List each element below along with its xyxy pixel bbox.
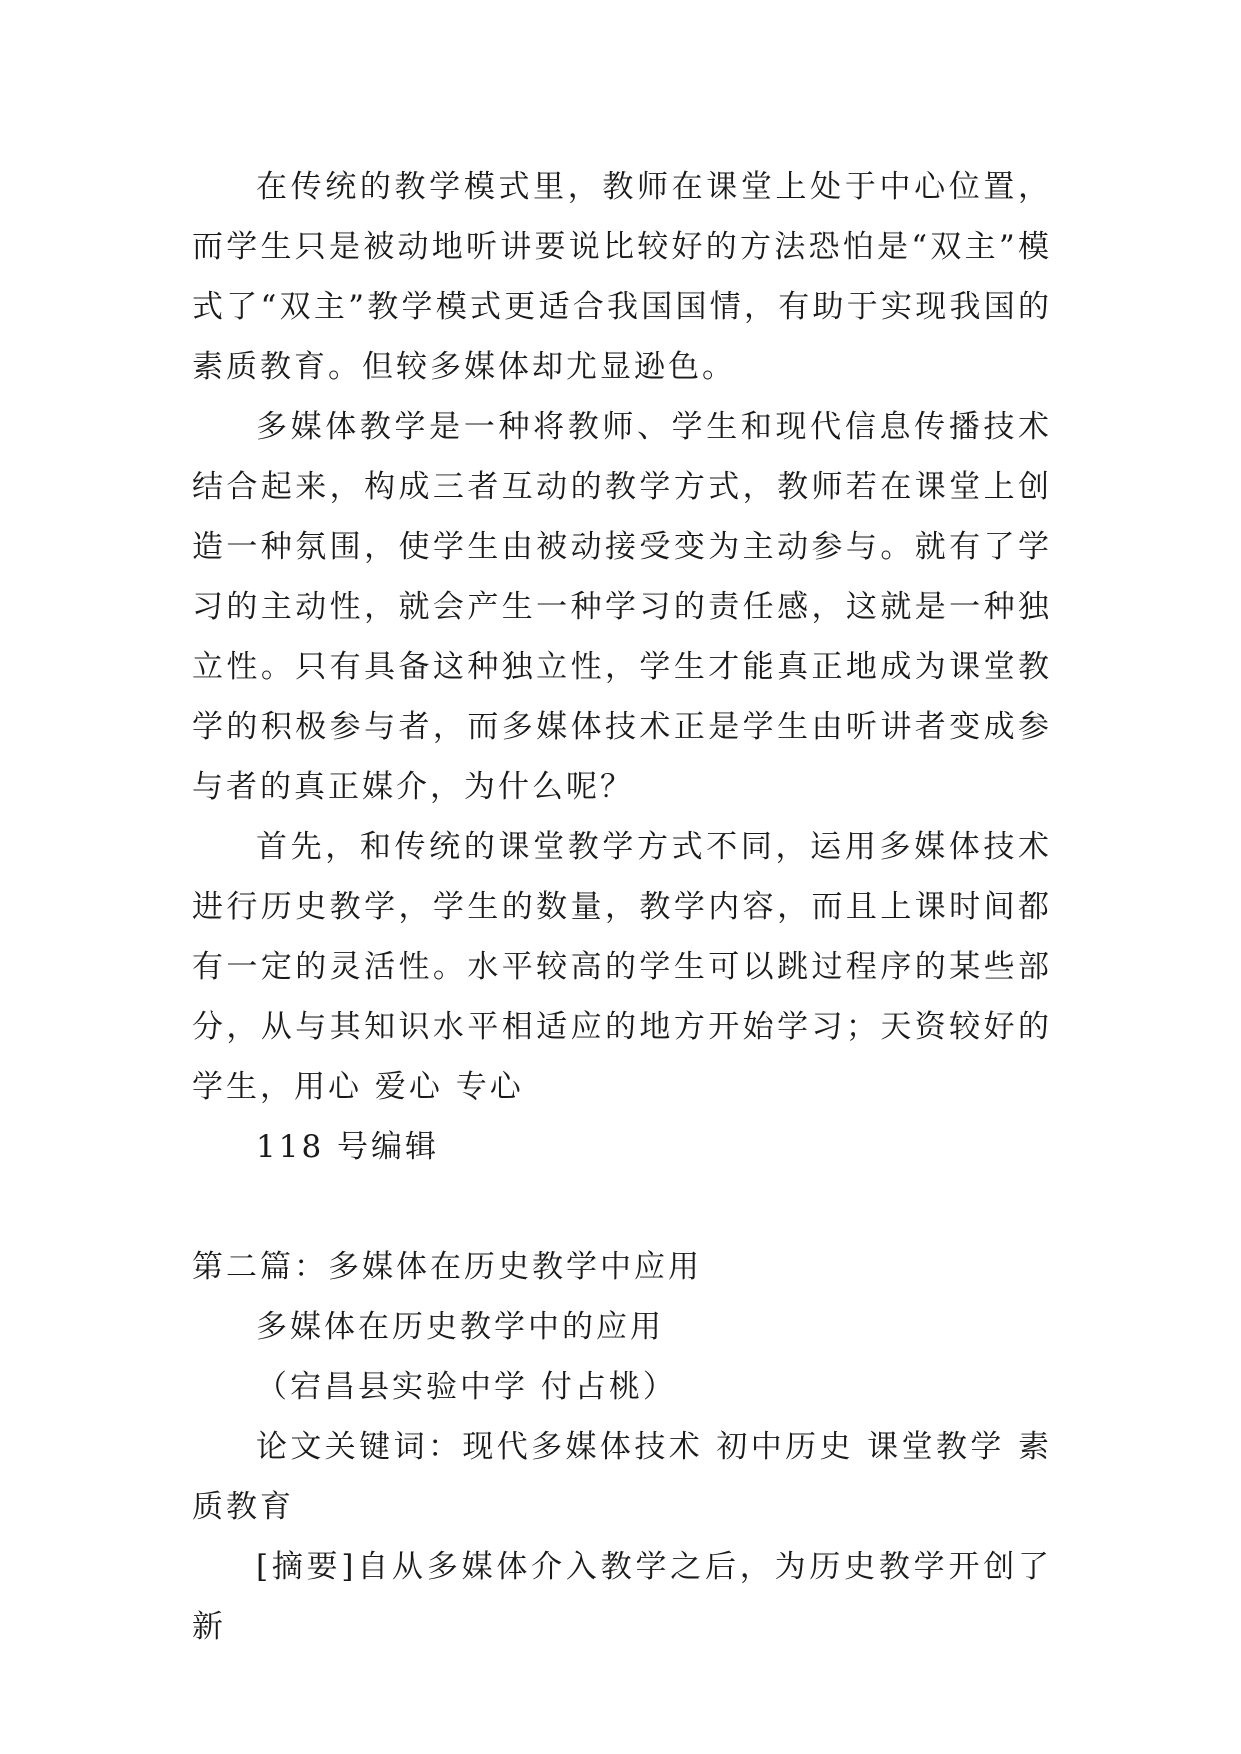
paragraph-editor-note: 118 号编辑 — [256, 1129, 440, 1165]
paragraph-multimedia-teaching: 多媒体教学是一种将教师、学生和现代信息传播技术结合起来，构成三者互动的教学方式，教师若在课堂上创造一种氛围，使学生由被动接受变为主动参与。就有了学习的主动性，就会产生一种学习的责任感，这就是一种独立性。只有具备这种独立性，学生才能真正地成为课堂教学的积极参与者，而多媒体技术正是学生由听讲者变成参与者的真正媒介，为什么呢？ — [192, 409, 1052, 805]
paragraph-traditional-teaching: 在传统的教学模式里，教师在课堂上处于中心位置，而学生只是被动地听讲要说比较好的方法恐怕是“双主”模式了“双主”教学模式更适合我国国情，有助于实现我国的素质教育。但较多媒体却尤显逊色。 — [192, 169, 1052, 385]
section-gap — [192, 1177, 1052, 1237]
abstract-start: [摘要]自从多媒体介入教学之后，为历史教学开创了新 — [192, 1549, 1052, 1645]
document-body — [192, 157, 1052, 1657]
paragraph-first-point: 首先，和传统的课堂教学方式不同，运用多媒体技术进行历史教学，学生的数量，教学内容，而且上课时间都有一定的灵活性。水平较高的学生可以跳过程序的某些部分，从与其知识水平相适应的地方开始学习；天资较好的学生，用心 爱心 专心 — [192, 829, 1052, 1105]
section-heading: 第二篇：多媒体在历史教学中应用 — [192, 1249, 702, 1285]
author-line: （宕昌县实验中学 付占桃） — [256, 1369, 677, 1405]
article-title: 多媒体在历史教学中的应用 — [256, 1309, 664, 1345]
keywords-line: 论文关键词：现代多媒体技术 初中历史 课堂教学 素质教育 — [192, 1429, 1052, 1525]
